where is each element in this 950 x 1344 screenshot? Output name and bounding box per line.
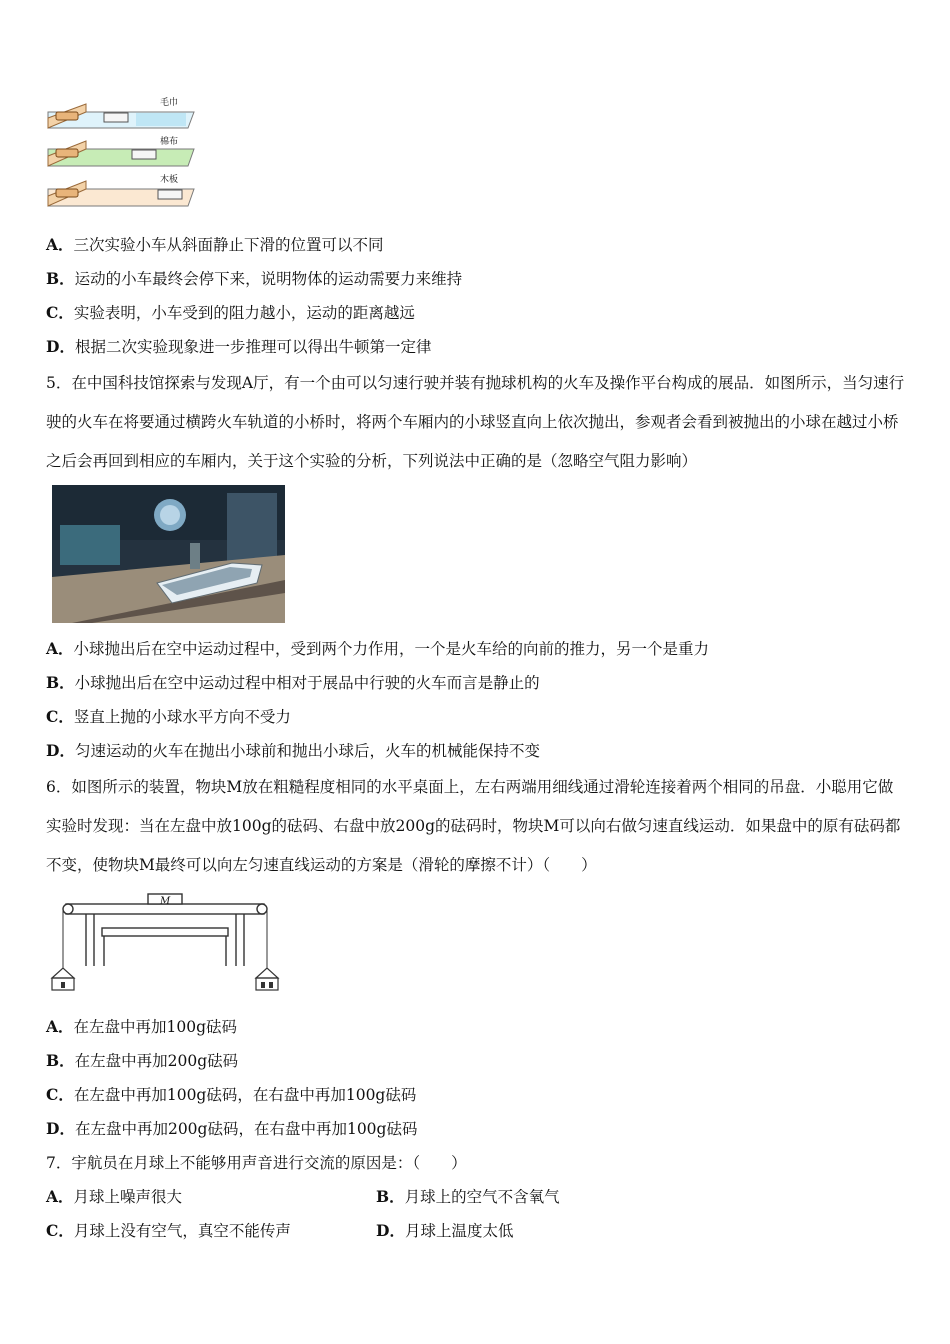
q4-option-a: A．三次实验小车从斜面静止下滑的位置可以不同: [46, 235, 384, 254]
label-towel: 毛巾: [160, 98, 179, 108]
q7-stem: 7．宇航员在月球上不能够用声音进行交流的原因是：（ ）: [46, 1154, 467, 1172]
q6-option-c: C．在左盘中再加100g砝码，在右盘中再加100g砝码: [46, 1085, 417, 1104]
q6-option-b: B．在左盘中再加200g砝码: [46, 1051, 239, 1070]
q7-option-c: C．月球上没有空气，真空不能传声: [46, 1221, 291, 1240]
q5-stem: 5．在中国科技馆探索与发现A厅，有一个由可以匀速行驶并装有抛球机构的火车及操作平台构成的展品．如图所示，当匀速行驶的火车在将要通过横跨火车轨道的小桥时，将两个车厢内的小球竖直向上依次抛出，参观者会看到被抛出的小球在越过小桥之后会再回到相应的车厢内，关于这个实验的分析，下列说法中正确的是（忽略空气阻力影响）: [46, 374, 905, 470]
q6-stem: 6．如图所示的装置，物块M放在粗糙程度相同的水平桌面上，左右两端用细线通过滑轮连接着两个相同的吊盘．小聪用它做实验时发现：当在左盘中放100g的砝码、右盘中放200g的砝码时，物块M可以向右做匀速直线运动．如果盘中的原有砝码都不变，使物块M最终可以向左匀速直线运动的方案是（滑轮的摩擦不计）（ ）: [46, 778, 901, 874]
label-wood: 木板: [160, 175, 179, 185]
q5-option-d: D．匀速运动的火车在抛出小球前和抛出小球后，火车的机械能保持不变: [46, 741, 540, 760]
ramp-experiment-figure: [44, 96, 204, 214]
pulley-table-figure: [48, 892, 280, 996]
train-exhibit-photo: [52, 485, 285, 623]
q7-option-d: D．月球上温度太低: [376, 1221, 514, 1240]
q5-option-b: B．小球抛出后在空中运动过程中相对于展品中行驶的火车而言是静止的: [46, 673, 540, 692]
q7-option-b: B．月球上的空气不含氧气: [376, 1187, 560, 1206]
q4-option-d: D．根据二次实验现象进一步推理可以得出牛顿第一定律: [46, 337, 432, 356]
q5-option-a: A．小球抛出后在空中运动过程中，受到两个力作用，一个是火车给的向前的推力，另一个是重力: [46, 639, 710, 658]
block-m-label: M: [160, 896, 171, 907]
label-cotton: 棉布: [160, 137, 179, 147]
q7-option-a: A．月球上噪声很大: [46, 1187, 183, 1206]
q4-option-c: C．实验表明，小车受到的阻力越小，运动的距离越远: [46, 303, 415, 322]
q6-option-a: A．在左盘中再加100g砝码: [46, 1017, 238, 1036]
q4-option-b: B．运动的小车最终会停下来，说明物体的运动需要力来维持: [46, 269, 463, 288]
q5-option-c: C．竖直上抛的小球水平方向不受力: [46, 707, 291, 726]
q6-option-d: D．在左盘中再加200g砝码，在右盘中再加100g砝码: [46, 1119, 418, 1138]
